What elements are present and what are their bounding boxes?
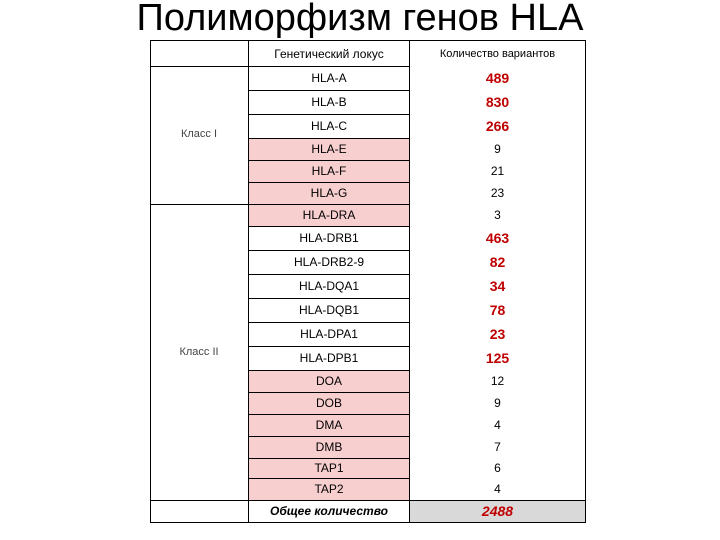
row-divider <box>249 436 409 437</box>
count-cell: 125 <box>485 350 510 366</box>
locus-cell: TAP2 <box>249 478 409 500</box>
count-cell: 9 <box>494 142 501 156</box>
locus-cell: HLA-DPB1 <box>299 351 359 365</box>
count-cell: 3 <box>494 208 501 222</box>
row-divider <box>249 66 409 67</box>
row-divider <box>249 458 409 459</box>
class-divider <box>150 204 249 205</box>
locus-cell: HLA-B <box>311 95 347 109</box>
locus-cell: HLA-G <box>249 182 409 204</box>
row-divider <box>249 298 409 299</box>
row-divider <box>249 138 409 139</box>
count-cell: 266 <box>485 118 510 134</box>
count-cell: 23 <box>490 186 505 200</box>
locus-cell: HLA-DQB1 <box>298 303 360 317</box>
locus-cell: HLA-DQA1 <box>298 279 360 293</box>
count-cell: 21 <box>490 164 505 178</box>
locus-cell: HLA-A <box>311 71 347 85</box>
class-label-i: Класс I <box>180 128 218 140</box>
count-cell: 7 <box>494 440 501 454</box>
count-cell: 489 <box>485 70 510 86</box>
row-divider <box>249 160 409 161</box>
locus-cell: HLA-C <box>310 119 347 133</box>
count-cell: 12 <box>490 374 505 388</box>
locus-cell: DMA <box>249 414 409 436</box>
count-cell: 34 <box>489 278 506 294</box>
count-cell: 463 <box>485 230 510 246</box>
locus-cell: HLA-DPA1 <box>300 327 358 341</box>
count-cell: 78 <box>489 302 506 318</box>
total-value: 2488 <box>410 500 585 522</box>
row-divider <box>249 204 409 205</box>
page-title: Полиморфизм генов HLA <box>136 0 584 39</box>
total-label: Общее количество <box>269 504 388 518</box>
total-divider <box>150 500 586 501</box>
count-cell: 9 <box>494 396 501 410</box>
row-divider <box>249 90 409 91</box>
row-divider <box>249 392 409 393</box>
count-cell: 82 <box>489 254 506 270</box>
locus-cell: DOA <box>249 370 409 392</box>
row-divider <box>249 478 409 479</box>
locus-cell: HLA-DRB1 <box>299 231 359 245</box>
row-divider <box>249 114 409 115</box>
locus-cell: DMB <box>249 436 409 458</box>
row-divider <box>249 322 409 323</box>
header-count: Количество вариантов <box>439 47 556 60</box>
count-cell: 830 <box>485 94 510 110</box>
class-divider <box>150 66 249 67</box>
row-divider <box>249 250 409 251</box>
locus-cell: HLA-DRB2-9 <box>293 255 365 269</box>
count-cell: 6 <box>494 461 501 475</box>
locus-cell: HLA-F <box>249 160 409 182</box>
header-locus: Генетический локус <box>274 46 384 61</box>
row-divider <box>249 414 409 415</box>
count-cell: 23 <box>489 326 506 342</box>
locus-cell: HLA-DRA <box>249 204 409 226</box>
row-divider <box>249 182 409 183</box>
row-divider <box>249 226 409 227</box>
count-cell: 4 <box>494 418 501 432</box>
count-cell: 4 <box>494 482 501 496</box>
class-label-ii: Класс II <box>179 346 219 358</box>
row-divider <box>249 346 409 347</box>
row-divider <box>249 274 409 275</box>
locus-cell: TAP1 <box>249 458 409 478</box>
locus-cell: HLA-E <box>249 138 409 160</box>
locus-cell: DOB <box>249 392 409 414</box>
row-divider <box>249 370 409 371</box>
